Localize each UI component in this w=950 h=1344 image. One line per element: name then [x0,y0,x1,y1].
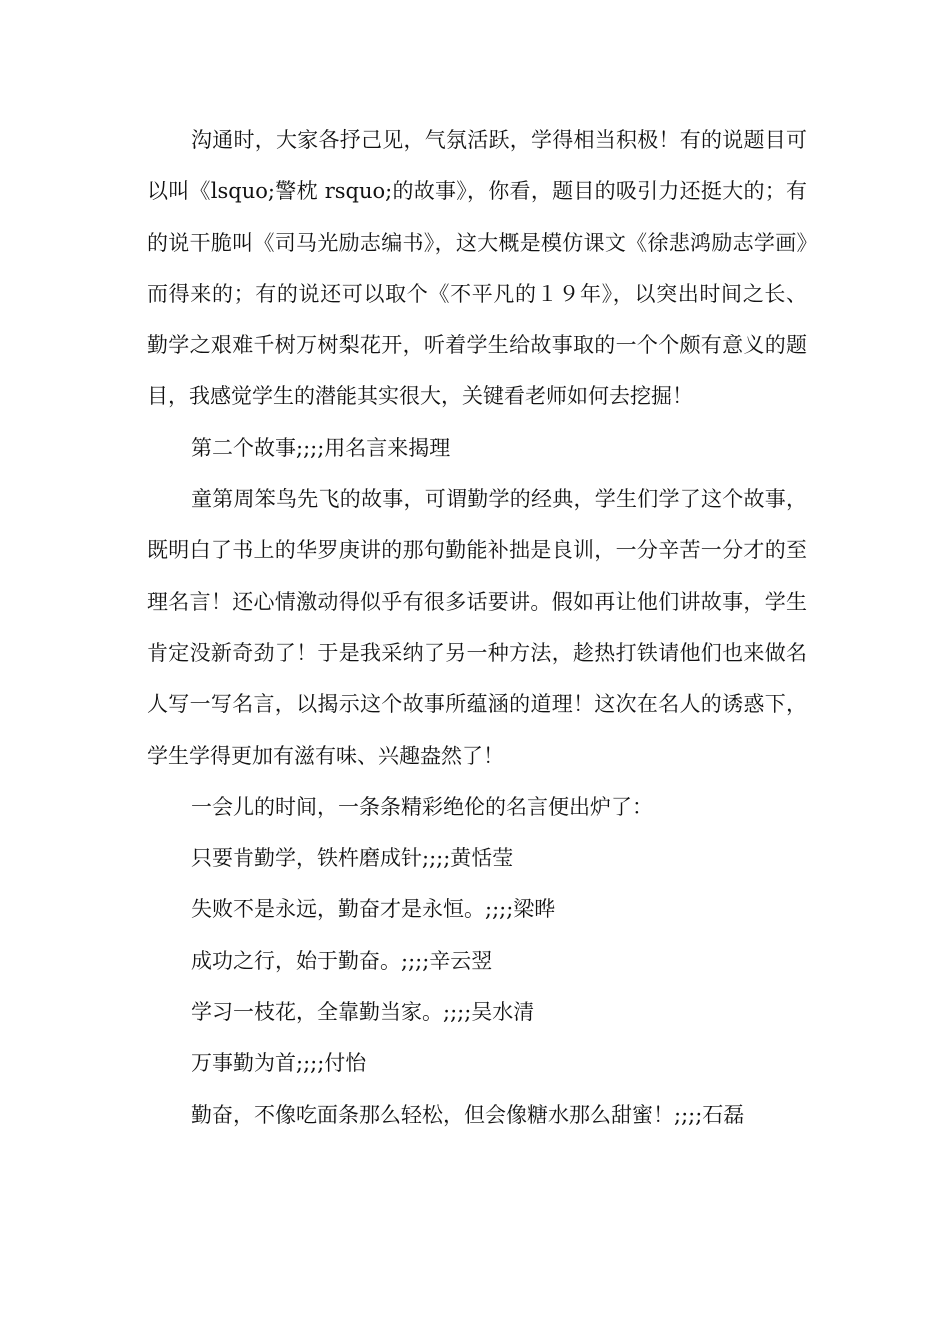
quote-line: 只要肯勤学，铁杵磨成针;;;;黄恬莹 [191,846,514,871]
quote-line: 万事勤为首;;;;付怡 [191,1051,367,1076]
quote-line: 勤奋，不像吃面条那么轻松，但会像糖水那么甜蜜！;;;;石磊 [191,1102,745,1127]
quote-line: 成功之行，始于勤奋。;;;;辛云翌 [191,948,493,973]
paragraph-second-story-heading: 第二个故事;;;;用名言来揭理 [191,435,451,460]
paragraph-discussion: 沟通时，大家各抒己见，气氛活跃，学得相当积极！有的说题目可以叫《lsquo;警枕 rsquo;的故事》，你看，题目的吸引力还挺大的；有的说干脆叫《司马光励志编书》，这大概是模仿课文《徐悲鸿励志学画》而得来的；有的说还可以取个《不平凡的１９年》，以突出时间之长、勤学之艰难千树万树梨花开，听着学生给故事取的一个个颇有意义的题目，我感觉学生的潜能其实很大，关键看老师如何去挖掘！ [147,128,807,409]
document-body [147,115,807,1141]
paragraph-quotes-intro: 一会儿的时间，一条条精彩绝伦的名言便出炉了： [191,794,653,819]
paragraph-tongdizhou-story: 童第周笨鸟先飞的故事，可谓勤学的经典，学生们学了这个故事，既明白了书上的华罗庚讲的那句勤能补拙是良训，一分辛苦一分才的至理名言！还心情激动得似乎有很多话要讲。假如再让他们讲故事，学生肯定没新奇劲了！于是我采纳了另一种方法，趁热打铁请他们也来做名人写一写名言，以揭示这个故事所蕴涵的道理！这次在名人的诱惑下，学生学得更加有滋有味、兴趣盎然了！ [147,487,807,768]
quote-line: 学习一枝花，全靠勤当家。;;;;吴水清 [191,1000,535,1025]
quote-line: 失败不是永远，勤奋才是永恒。;;;;梁晔 [191,897,556,922]
